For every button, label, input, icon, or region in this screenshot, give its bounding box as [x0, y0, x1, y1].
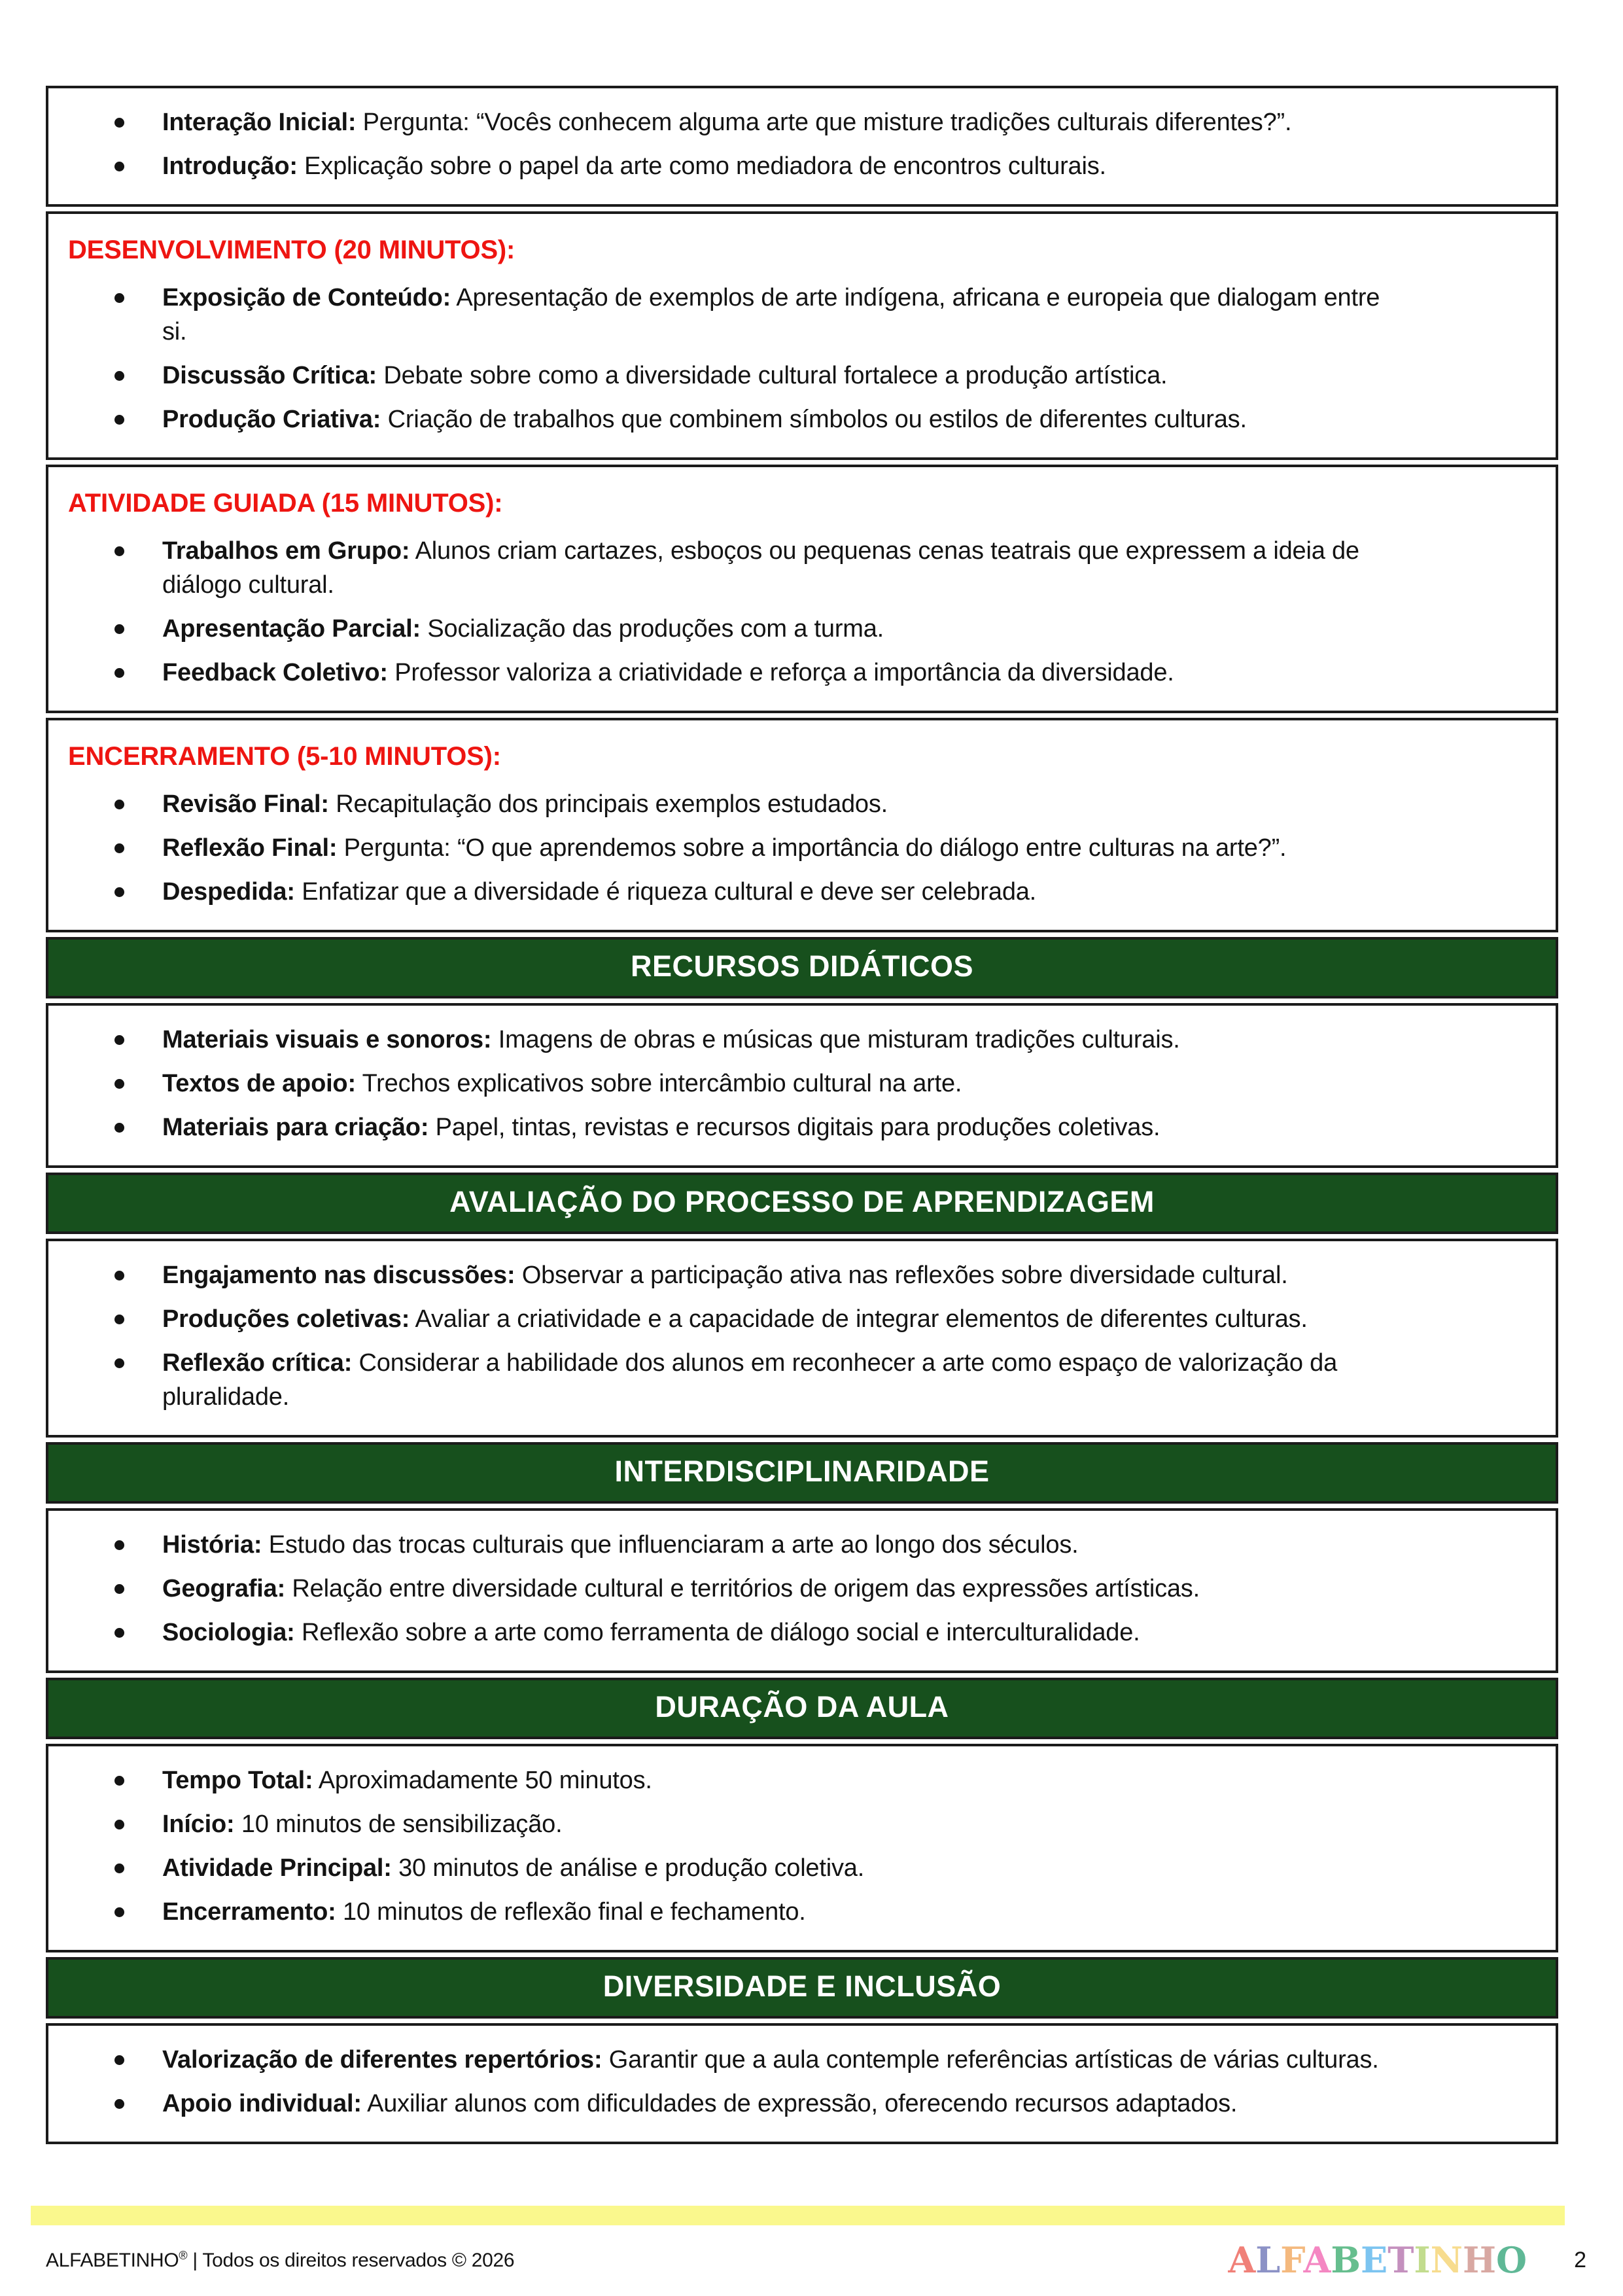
bullet-text: Aproximadamente 50 minutos. [318, 1767, 652, 1794]
bullet-text: Considerar a habilidade dos alunos em reconhecer a arte como espaço de valorização da pluralidade. [162, 1349, 1338, 1411]
list-item [48, 402, 1409, 436]
section-title-encerramento: ENCERRAMENTO (5-10 MINUTOS): [68, 742, 501, 771]
bullet-text: Enfatizar que a diversidade é riqueza cultural e deve ser celebrada. [302, 878, 1037, 906]
section-box-encerramento [46, 718, 1558, 932]
bullet-text: Professor valoriza a criatividade e reforça a importância da diversidade. [394, 659, 1174, 686]
bullet-text: Garantir que a aula contemple referências artísticas de várias culturas. [608, 2046, 1379, 2074]
banner-avaliacao: AVALIAÇÃO DO PROCESSO DE APRENDIZAGEM [46, 1173, 1558, 1234]
list-item [48, 1616, 1409, 1650]
bullet-label: Atividade Principal: [162, 1854, 392, 1882]
highlight-bar [31, 2206, 1565, 2225]
list-item [48, 2087, 1409, 2121]
list-item [48, 1258, 1409, 1292]
section-box-interdisciplinaridade [46, 1508, 1558, 1673]
bullet-label: Encerramento: [162, 1898, 336, 1926]
section-box-atividade-guiada [46, 465, 1558, 713]
bullet-text: Auxiliar alunos com dificuldades de expressão, oferecendo recursos adaptados. [367, 2090, 1238, 2117]
bullet-list [48, 88, 1556, 204]
banner-diversidade-e-inclusao: DIVERSIDADE E INCLUSÃO [46, 1957, 1558, 2019]
bullet-text: 30 minutos de análise e produção coletiva. [398, 1854, 865, 1882]
bullet-text: Explicação sobre o papel da arte como mediadora de encontros culturais. [304, 152, 1106, 180]
logo-letter: A [1303, 2239, 1331, 2281]
bullet-list [48, 518, 1556, 711]
bullet-label: Interação Inicial: [162, 109, 357, 136]
list-item [48, 359, 1409, 393]
bullet-label: Produção Criativa: [162, 406, 381, 433]
bullet-label: Trabalhos em Grupo: [162, 537, 410, 565]
bullet-text: Criação de trabalhos que combinem símbolos ou estilos de diferentes culturas. [387, 406, 1247, 433]
bullet-text: Observar a participação ativa nas reflexões sobre diversidade cultural. [521, 1262, 1288, 1289]
bullet-label: Reflexão Final: [162, 834, 338, 862]
bullet-label: Apoio individual: [162, 2090, 362, 2117]
bullet-text: Avaliar a criatividade e a capacidade de integrar elementos de diferentes culturas. [415, 1305, 1308, 1333]
logo-letter: B [1331, 2239, 1361, 2281]
bullet-label: História: [162, 1531, 262, 1559]
list-item [48, 831, 1409, 865]
list-item [48, 656, 1409, 690]
list-item [48, 1023, 1409, 1057]
bullet-list [48, 2026, 1556, 2142]
bullet-text: Estudo das trocas culturais que influenciaram a arte ao longo dos séculos. [268, 1531, 1079, 1559]
logo-letter: L [1255, 2239, 1281, 2281]
bullet-label: Início: [162, 1810, 235, 1838]
logo-letter: O [1496, 2239, 1527, 2281]
footer-copyright [46, 2249, 1228, 2272]
bullet-label: Valorização de diferentes repertórios: [162, 2046, 602, 2074]
banner-duracao-da-aula: DURAÇÃO DA AULA [46, 1678, 1558, 1739]
list-item [48, 1302, 1409, 1336]
section-box-avaliacao [46, 1239, 1558, 1438]
logo-letter: A [1228, 2239, 1256, 2281]
bullet-list [48, 265, 1556, 457]
section-box-intro [46, 86, 1558, 207]
list-item [48, 1851, 1409, 1885]
list-item [48, 1346, 1409, 1414]
bullet-text: Pergunta: “O que aprendemos sobre a importância do diálogo entre culturas na arte?”. [343, 834, 1287, 862]
bullet-label: Feedback Coletivo: [162, 659, 388, 686]
bullet-list [48, 1006, 1556, 1165]
bullet-text: Debate sobre como a diversidade cultural fortalece a produção artística. [383, 362, 1168, 389]
bullet-label: Materiais visuais e sonoros: [162, 1026, 492, 1053]
bullet-list [48, 1746, 1556, 1950]
bullet-text: Relação entre diversidade cultural e territórios de origem das expressões artísticas. [292, 1575, 1200, 1602]
bullet-label: Revisão Final: [162, 790, 329, 818]
list-item [48, 105, 1409, 139]
footer-rights-text: | Todos os direitos reservados © 2026 [187, 2249, 515, 2271]
section-box-desenvolvimento [46, 211, 1558, 460]
footer [46, 2239, 1586, 2281]
list-item [48, 787, 1409, 821]
list-item [48, 1572, 1409, 1606]
page-number: 2 [1574, 2247, 1586, 2272]
list-item [48, 149, 1409, 183]
logo-letter: E [1361, 2239, 1388, 2281]
logo-letter: H [1463, 2239, 1497, 2281]
logo-letter: N [1430, 2239, 1463, 2281]
list-item [48, 1110, 1409, 1144]
bullet-list [48, 771, 1556, 930]
logo-letter: I [1414, 2239, 1431, 2281]
section-box-recursos-didaticos [46, 1003, 1558, 1168]
list-item [48, 1807, 1409, 1841]
list-item [48, 1067, 1409, 1101]
bullet-text: Socialização das produções com a turma. [427, 615, 884, 643]
bullet-label: Produções coletivas: [162, 1305, 410, 1333]
page-content [46, 86, 1558, 2149]
bullet-label: Sociologia: [162, 1619, 295, 1646]
bullet-label: Tempo Total: [162, 1767, 313, 1794]
bullet-label: Exposição de Conteúdo: [162, 284, 451, 311]
list-item [48, 875, 1409, 909]
section-box-duracao-da-aula [46, 1744, 1558, 1952]
list-item [48, 612, 1409, 646]
list-item [48, 534, 1409, 602]
bullet-label: Engajamento nas discussões: [162, 1262, 515, 1289]
bullet-text: Papel, tintas, revistas e recursos digitais para produções coletivas. [435, 1114, 1161, 1141]
bullet-text: Trechos explicativos sobre intercâmbio cultural na arte. [362, 1070, 962, 1097]
section-title-desenvolvimento: DESENVOLVIMENTO (20 MINUTOS): [68, 236, 515, 264]
bullet-label: Reflexão crítica: [162, 1349, 353, 1377]
bullet-list [48, 1241, 1556, 1435]
list-item [48, 2043, 1409, 2077]
bullet-text: 10 minutos de sensibilização. [241, 1810, 563, 1838]
bullet-label: Discussão Crítica: [162, 362, 377, 389]
bullet-label: Materiais para criação: [162, 1114, 429, 1141]
bullet-label: Geografia: [162, 1575, 286, 1602]
bullet-text: 10 minutos de reflexão final e fechamento. [342, 1898, 806, 1926]
banner-recursos-didaticos: RECURSOS DIDÁTICOS [46, 937, 1558, 998]
bullet-text: Recapitulação dos principais exemplos estudados. [336, 790, 888, 818]
bullet-label: Textos de apoio: [162, 1070, 356, 1097]
bullet-text: Pergunta: “Vocês conhecem alguma arte que misture tradições culturais diferentes?”. [362, 109, 1292, 136]
bullet-text: Alunos criam cartazes, esboços ou pequenas cenas teatrais que expressem a ideia de diálogo cultural. [162, 537, 1359, 599]
bullet-list [48, 1511, 1556, 1670]
section-title-atividade-guiada: ATIVIDADE GUIADA (15 MINUTOS): [68, 489, 503, 518]
logo-letter: F [1280, 2239, 1304, 2281]
bullet-text: Reflexão sobre a arte como ferramenta de diálogo social e interculturalidade. [301, 1619, 1140, 1646]
bullet-text: Apresentação de exemplos de arte indígena, africana e europeia que dialogam entre si. [162, 284, 1380, 345]
bullet-label: Introdução: [162, 152, 298, 180]
list-item [48, 1763, 1409, 1797]
registered-mark: ® [179, 2248, 188, 2262]
bullet-text: Imagens de obras e músicas que misturam tradições culturais. [498, 1026, 1180, 1053]
list-item [48, 281, 1409, 349]
logo-letter: T [1387, 2239, 1414, 2281]
footer-brand-text: ALFABETINHO [46, 2249, 179, 2271]
brand-logo [1228, 2239, 1527, 2281]
bullet-label: Despedida: [162, 878, 295, 906]
bullet-label: Apresentação Parcial: [162, 615, 421, 643]
list-item [48, 1895, 1409, 1929]
section-box-diversidade-e-inclusao [46, 2023, 1558, 2144]
list-item [48, 1528, 1409, 1562]
banner-interdisciplinaridade: INTERDISCIPLINARIDADE [46, 1442, 1558, 1504]
